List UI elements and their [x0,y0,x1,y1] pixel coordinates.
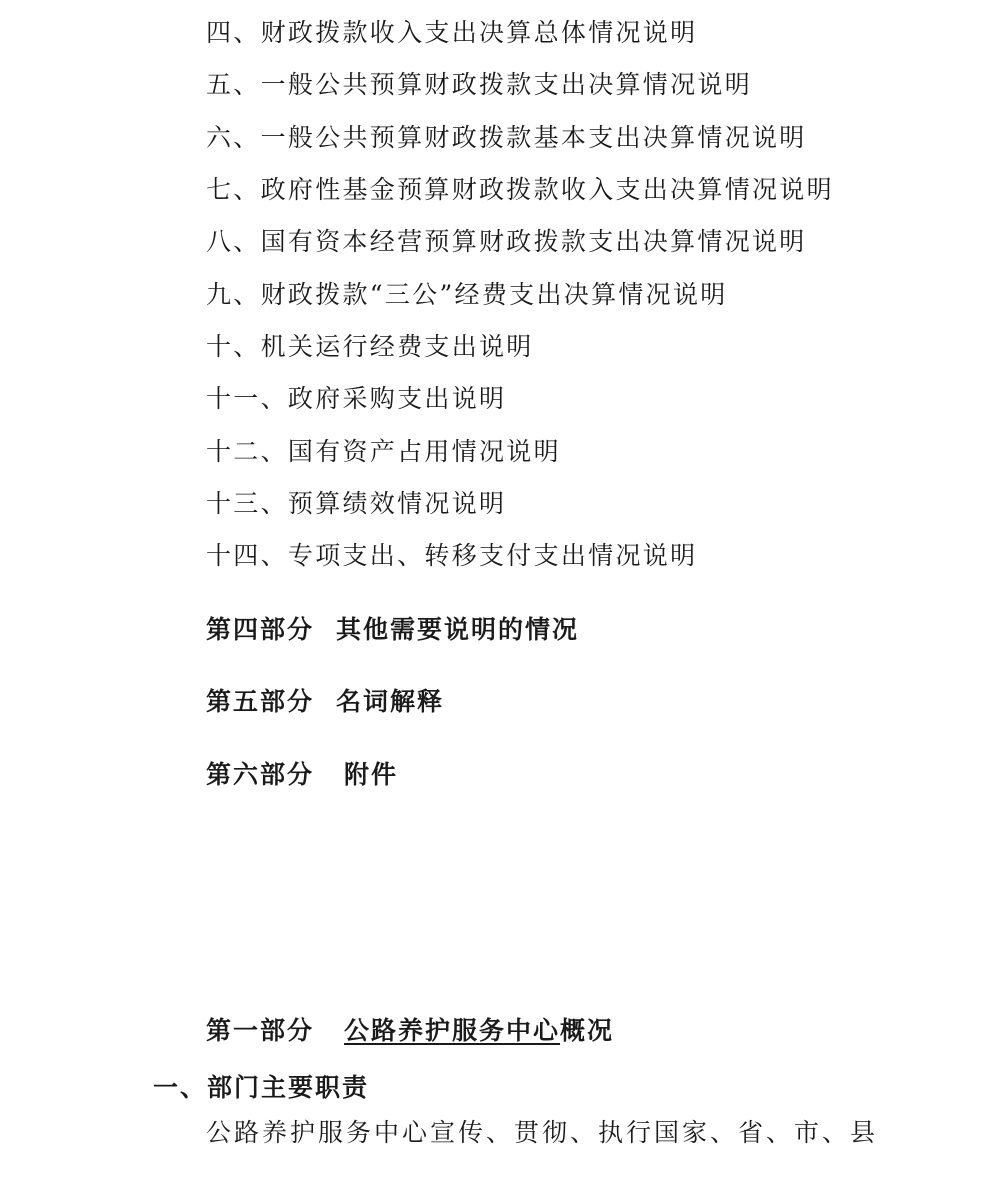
toc-item: 十四、专项支出、转移支付支出情况说明 [206,541,698,570]
part-title-rest: 概况 [560,1016,615,1045]
part-heading-4 [206,615,579,645]
toc-item: 十、机关运行经费支出说明 [206,332,534,361]
toc-item: 四、财政拨款收入支出决算总体情况说明 [206,18,698,47]
toc-item: 五、一般公共预算财政拨款支出决算情况说明 [206,70,753,99]
part-title-underlined: 公路养护服务中心 [344,1016,561,1045]
toc-item: 八、国有资本经营预算财政拨款支出决算情况说明 [206,227,807,256]
part-heading-6 [206,760,398,790]
part-number: 第一部分 [206,1016,315,1045]
toc-item: 七、政府性基金预算财政拨款收入支出决算情况说明 [206,175,834,204]
part-title: 其他需要说明的情况 [336,615,580,644]
toc-item: 十一、政府采购支出说明 [206,384,507,413]
part-title: 名词解释 [336,687,445,716]
toc-item: 十二、国有资产占用情况说明 [206,437,561,466]
toc-item: 十三、预算绩效情况说明 [206,489,507,518]
part-number: 第四部分 [206,615,315,644]
part-number: 第五部分 [206,687,315,716]
toc-item: 九、财政拨款“三公”经费支出决算情况说明 [206,280,728,309]
toc-item: 六、一般公共预算财政拨款基本支出决算情况说明 [206,123,807,152]
section-heading: 一、部门主要职责 [153,1073,370,1102]
part-heading-5 [206,687,444,717]
part-heading-1 [206,1016,614,1046]
part-number: 第六部分 [206,760,315,789]
part-title: 附件 [344,760,399,789]
body-paragraph: 公路养护服务中心宣传、贯彻、执行国家、省、市、县 [206,1118,879,1147]
